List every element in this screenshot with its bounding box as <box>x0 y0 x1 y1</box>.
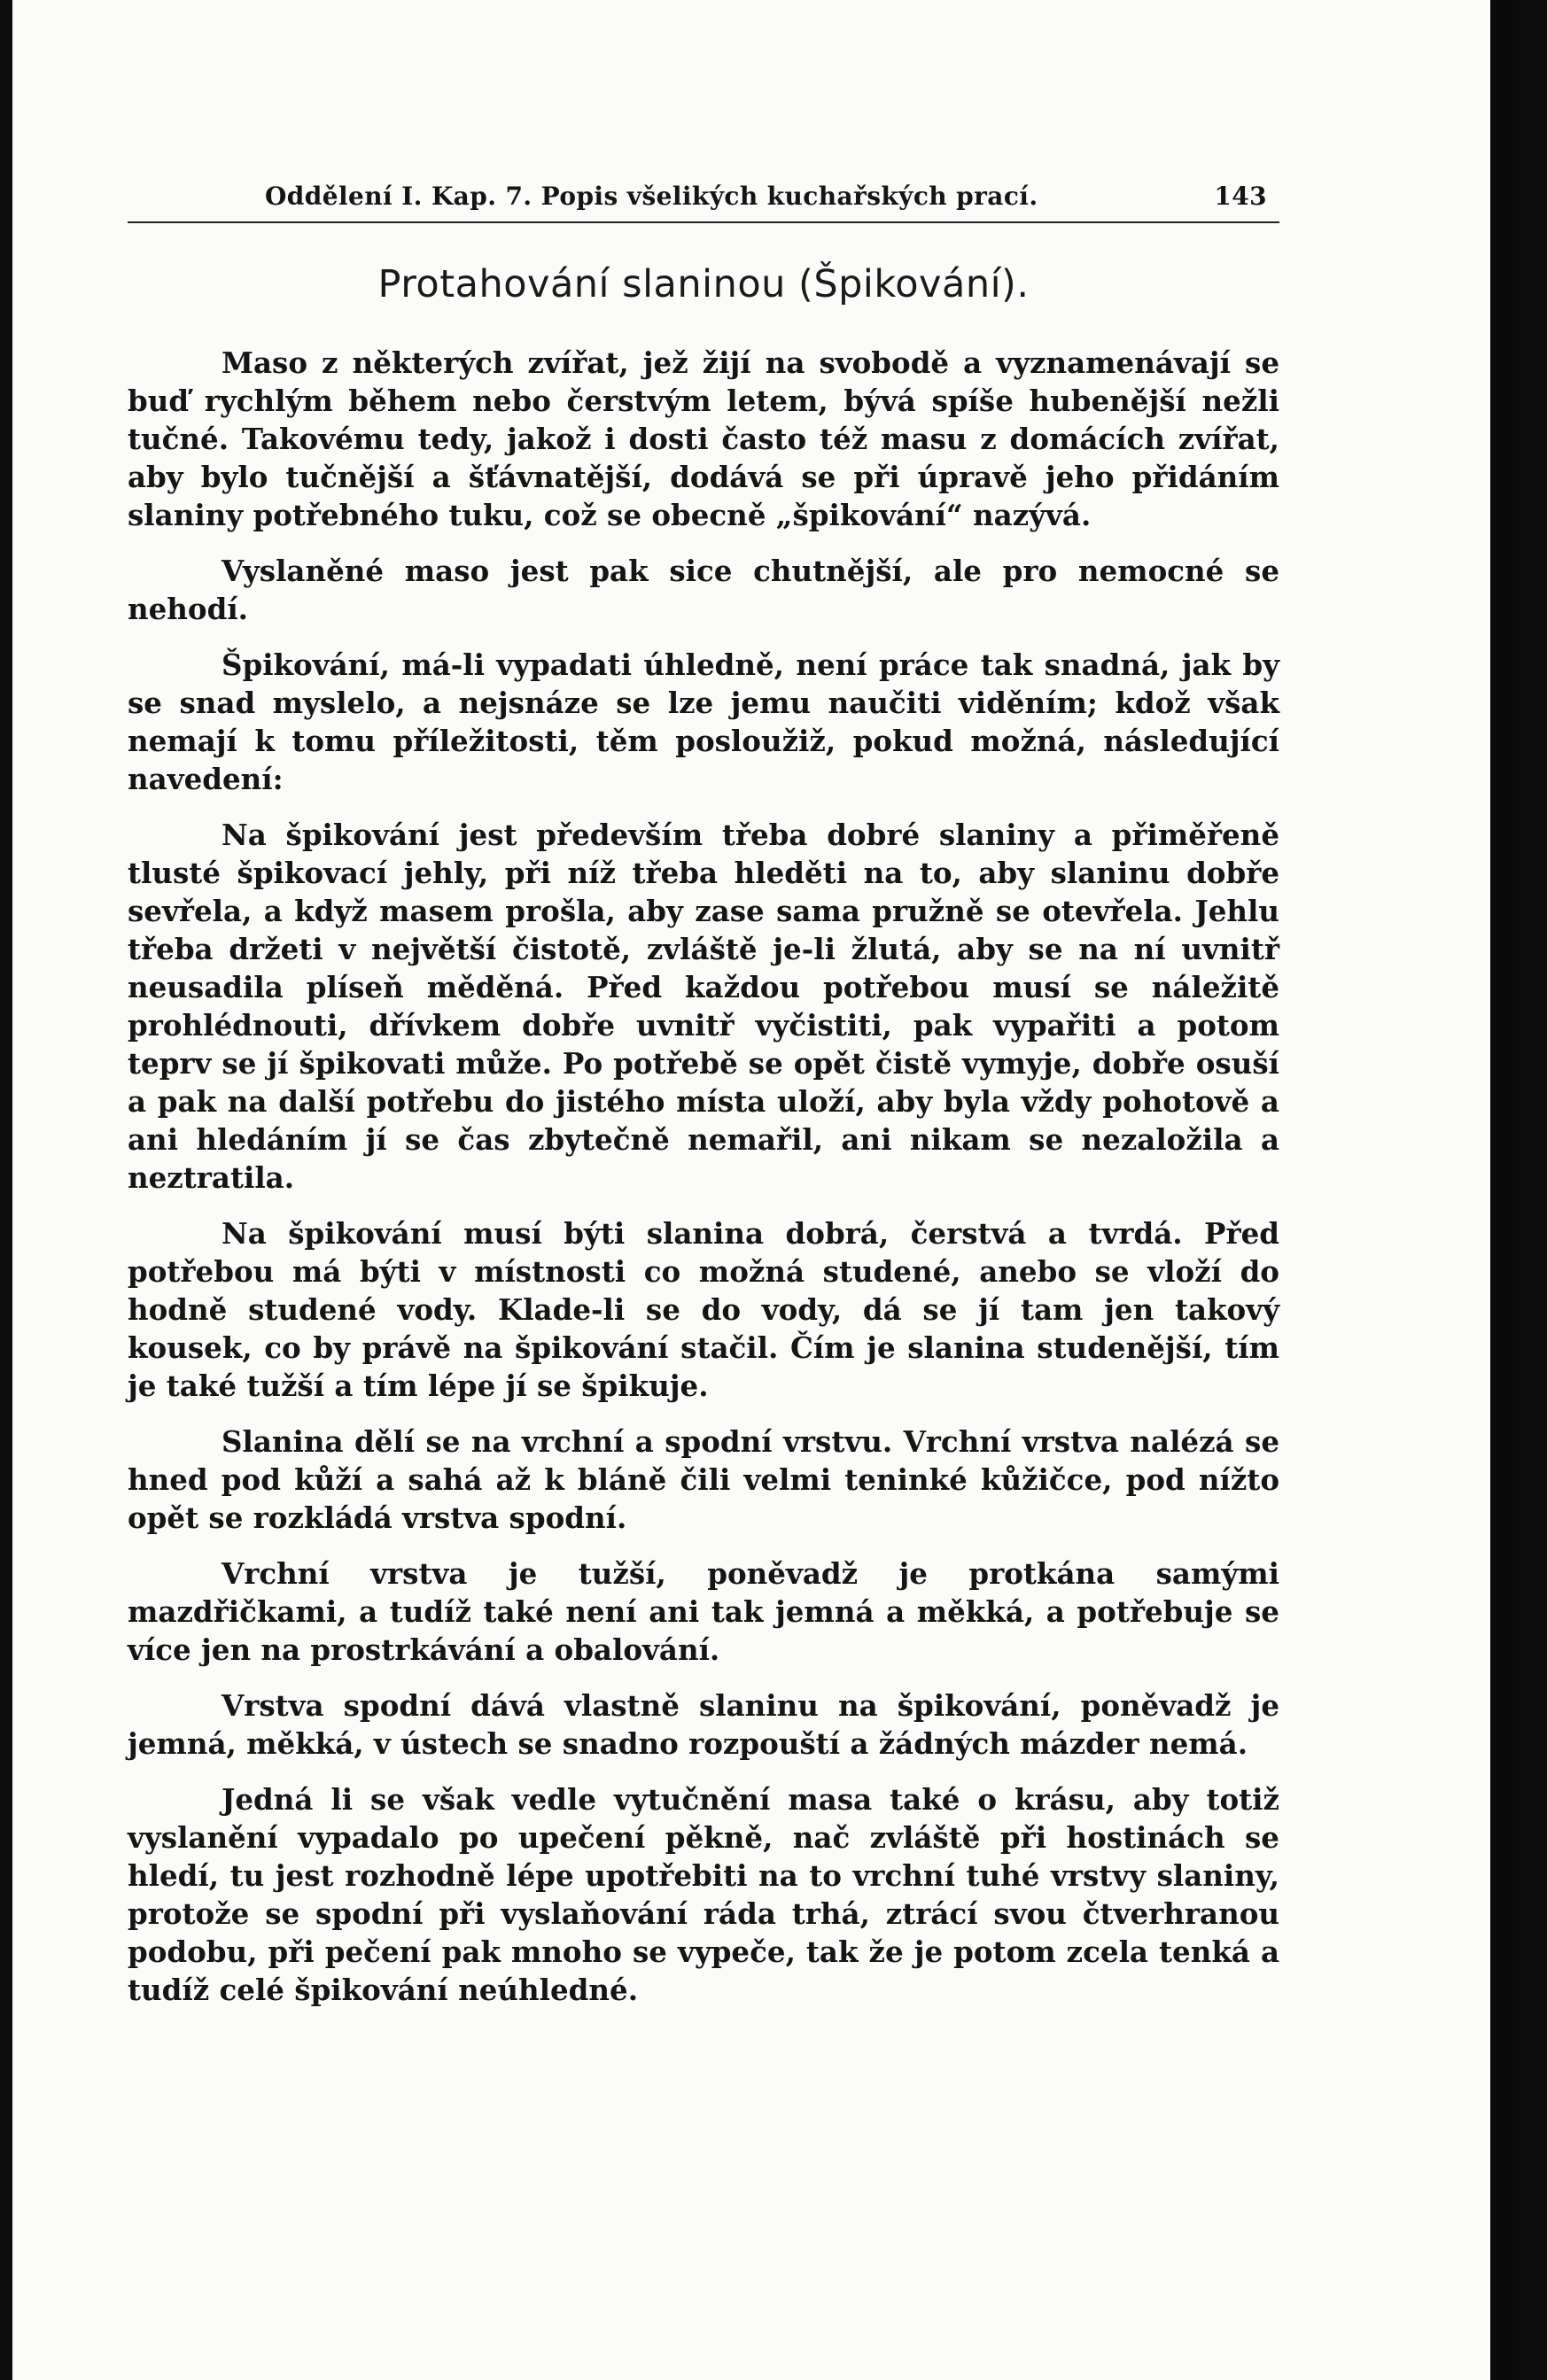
paragraph: Vrstva spodní dává vlastně slaninu na špikování, poněvadž je jemná, měkká, v ústech se snadno rozpouští a žádných mázder nemá. <box>128 1688 1279 1761</box>
paragraph: Na špikování musí býti slanina dobrá, čerstvá a tvrdá. Před potřebou má býti v místnosti co možná studené, anebo se vloží do hodně studené vody. Klade-li se do vody, dá se jí tam jen takový kousek, co by právě na špikování stačil. Čím je slanina studenější, tím je také tužší a tím lépe jí se špikuje. <box>128 1216 1279 1403</box>
paragraph: Maso z některých zvířat, jež žijí na svobodě a vyznamenávají se buď rychlým během nebo čerstvým letem, bývá spíše hubenější nežli tučné. Takovému tedy, jakož i dosti často též masu z domácích zvířat, aby bylo tučnější a šťávnatější, dodává se při úpravě jeho přidáním slaniny potřebného tuku, což se obecně „špikování“ nazývá. <box>128 345 1279 532</box>
page-content <box>128 182 1279 2009</box>
paragraph: Vyslaněné maso jest pak sice chutnější, ale pro nemocné se nehodí. <box>128 554 1279 626</box>
book-page <box>12 0 1519 2380</box>
running-title: Oddělení I. Kap. 7. Popis všelikých kuchařských prací. <box>265 182 1038 211</box>
paragraph: Slanina dělí se na vrchní a spodní vrstvu. Vrchní vrstva nalézá se hned pod kůží a sahá až k bláně čili velmi teninké kůžičce, pod nížto opět se rozkládá vrstva spodní. <box>128 1424 1279 1535</box>
page-number: 143 <box>1214 182 1267 211</box>
paragraph: Jedná li se však vedle vytučnění masa také o krásu, aby totiž vyslanění vypadalo po upečení pěkně, nač zvláště při hostinách se hledí, tu jest rozhodně lépe upotřebiti na to vrchní tuhé vrstvy slaniny, protože se spodní při vyslaňování ráda trhá, ztrácí svou čtverhranou podobu, při pečení pak mnoho se vypeče, tak že je potom zcela tenká a tudíž celé špikování neúhledné. <box>128 1782 1279 2007</box>
chapter-title: Protahování slaninou (Špikování). <box>377 262 1030 306</box>
paragraph: Špikování, má-li vypadati úhledně, není práce tak snadná, jak by se snad myslelo, a nejsnáze se lze jemu naučiti viděním; kdož však nemají k tomu příležitosti, těm posloužiž, pokud možná, následující navedení: <box>128 647 1279 796</box>
paragraph: Vrchní vrstva je tužší, poněvadž je protkána samými mazdřičkami, a tudíž také není ani tak jemná a měkká, a potřebuje se více jen na prostrkávání a obalování. <box>128 1556 1279 1667</box>
body-text <box>128 344 1279 2009</box>
scan-edge-border <box>1490 0 1519 2380</box>
running-header <box>128 182 1279 223</box>
paragraph: Na špikování jest především třeba dobré slaniny a přiměřeně tlusté špikovací jehly, při níž třeba hleděti na to, aby slaninu dobře sevřela, a když masem prošla, aby zase sama pružně se otevřela. Jehlu třeba držeti v největší čistotě, zvláště je-li žlutá, aby se na ní uvnitř neusadila plíseň měděná. Před každou potřebou musí se náležitě prohlédnouti, dřívkem dobře uvnitř vyčistiti, pak vypařiti a potom teprv se jí špikovati může. Po potřebě se opět čistě vymyje, dobře osuší a pak na další potřebu do jistého místa uloží, aby byla vždy pohotově a ani hledáním jí se čas zbytečně nemařil, ani nikam se nezaložila a neztratila. <box>128 818 1279 1195</box>
